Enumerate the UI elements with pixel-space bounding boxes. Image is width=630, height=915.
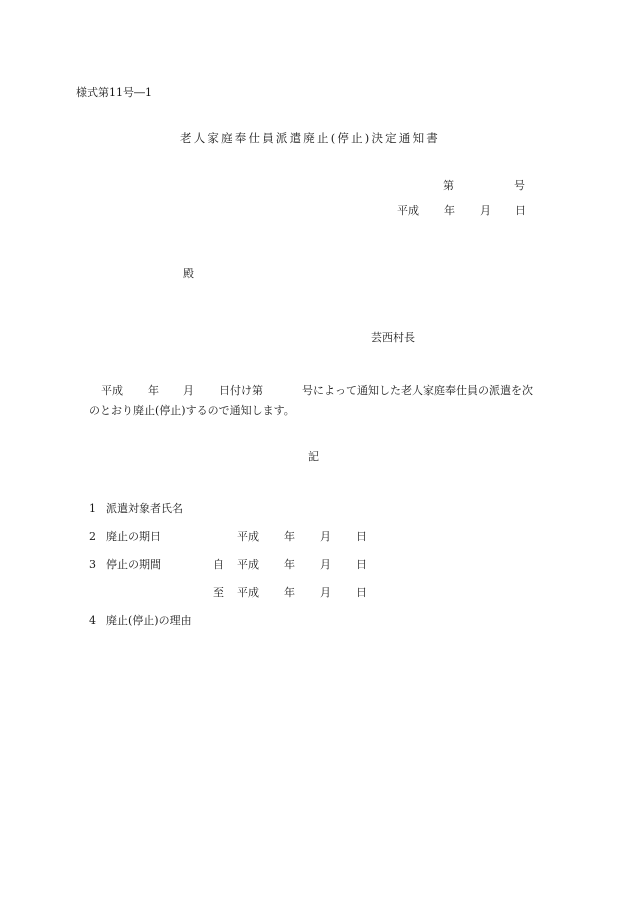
item-2-day: 日 xyxy=(356,530,367,543)
addressee-suffix: 殿 xyxy=(183,267,194,280)
item-3-from-day: 日 xyxy=(356,558,367,571)
body-year: 年 xyxy=(148,384,159,397)
item-3-to: 至 xyxy=(213,586,224,599)
item-3-from: 自 xyxy=(213,558,224,571)
item-4-label: 廃止(停止)の理由 xyxy=(106,614,192,627)
item-4-number: 4 xyxy=(89,614,96,627)
item-2-number: 2 xyxy=(89,530,96,543)
body-line1-rest: 号によって通知した老人家庭奉仕員の派遣を次 xyxy=(302,384,533,397)
body-dated-prefix: 日付け第 xyxy=(219,384,263,397)
item-1-number: 1 xyxy=(89,502,96,515)
body-month: 月 xyxy=(183,384,194,397)
number-prefix: 第 xyxy=(443,179,454,192)
item-3-to-year: 年 xyxy=(284,586,295,599)
item-3-from-era: 平成 xyxy=(237,558,259,571)
item-3-from-year: 年 xyxy=(284,558,295,571)
date-day: 日 xyxy=(515,204,526,217)
item-3-label: 停止の期間 xyxy=(106,558,161,571)
item-3-number: 3 xyxy=(89,558,96,571)
item-2-year: 年 xyxy=(284,530,295,543)
date-year: 年 xyxy=(444,204,455,217)
item-3-to-era: 平成 xyxy=(237,586,259,599)
number-suffix: 号 xyxy=(514,179,525,192)
item-2-label: 廃止の期日 xyxy=(106,530,161,543)
body-era: 平成 xyxy=(101,384,123,397)
issuer: 芸西村長 xyxy=(371,331,415,344)
item-1-label: 派遣対象者氏名 xyxy=(106,502,183,515)
document-title: 老人家庭奉仕員派遣廃止(停止)決定通知書 xyxy=(180,131,440,145)
item-2-month: 月 xyxy=(320,530,331,543)
form-number: 様式第11号―1 xyxy=(76,86,152,99)
date-era: 平成 xyxy=(397,204,419,217)
item-3-to-month: 月 xyxy=(320,586,331,599)
item-3-to-day: 日 xyxy=(356,586,367,599)
body-line2: のとおり廃止(停止)するので通知します。 xyxy=(89,404,295,417)
item-2-era: 平成 xyxy=(237,530,259,543)
item-3-from-month: 月 xyxy=(320,558,331,571)
date-month: 月 xyxy=(480,204,491,217)
ki-heading: 記 xyxy=(308,450,319,463)
